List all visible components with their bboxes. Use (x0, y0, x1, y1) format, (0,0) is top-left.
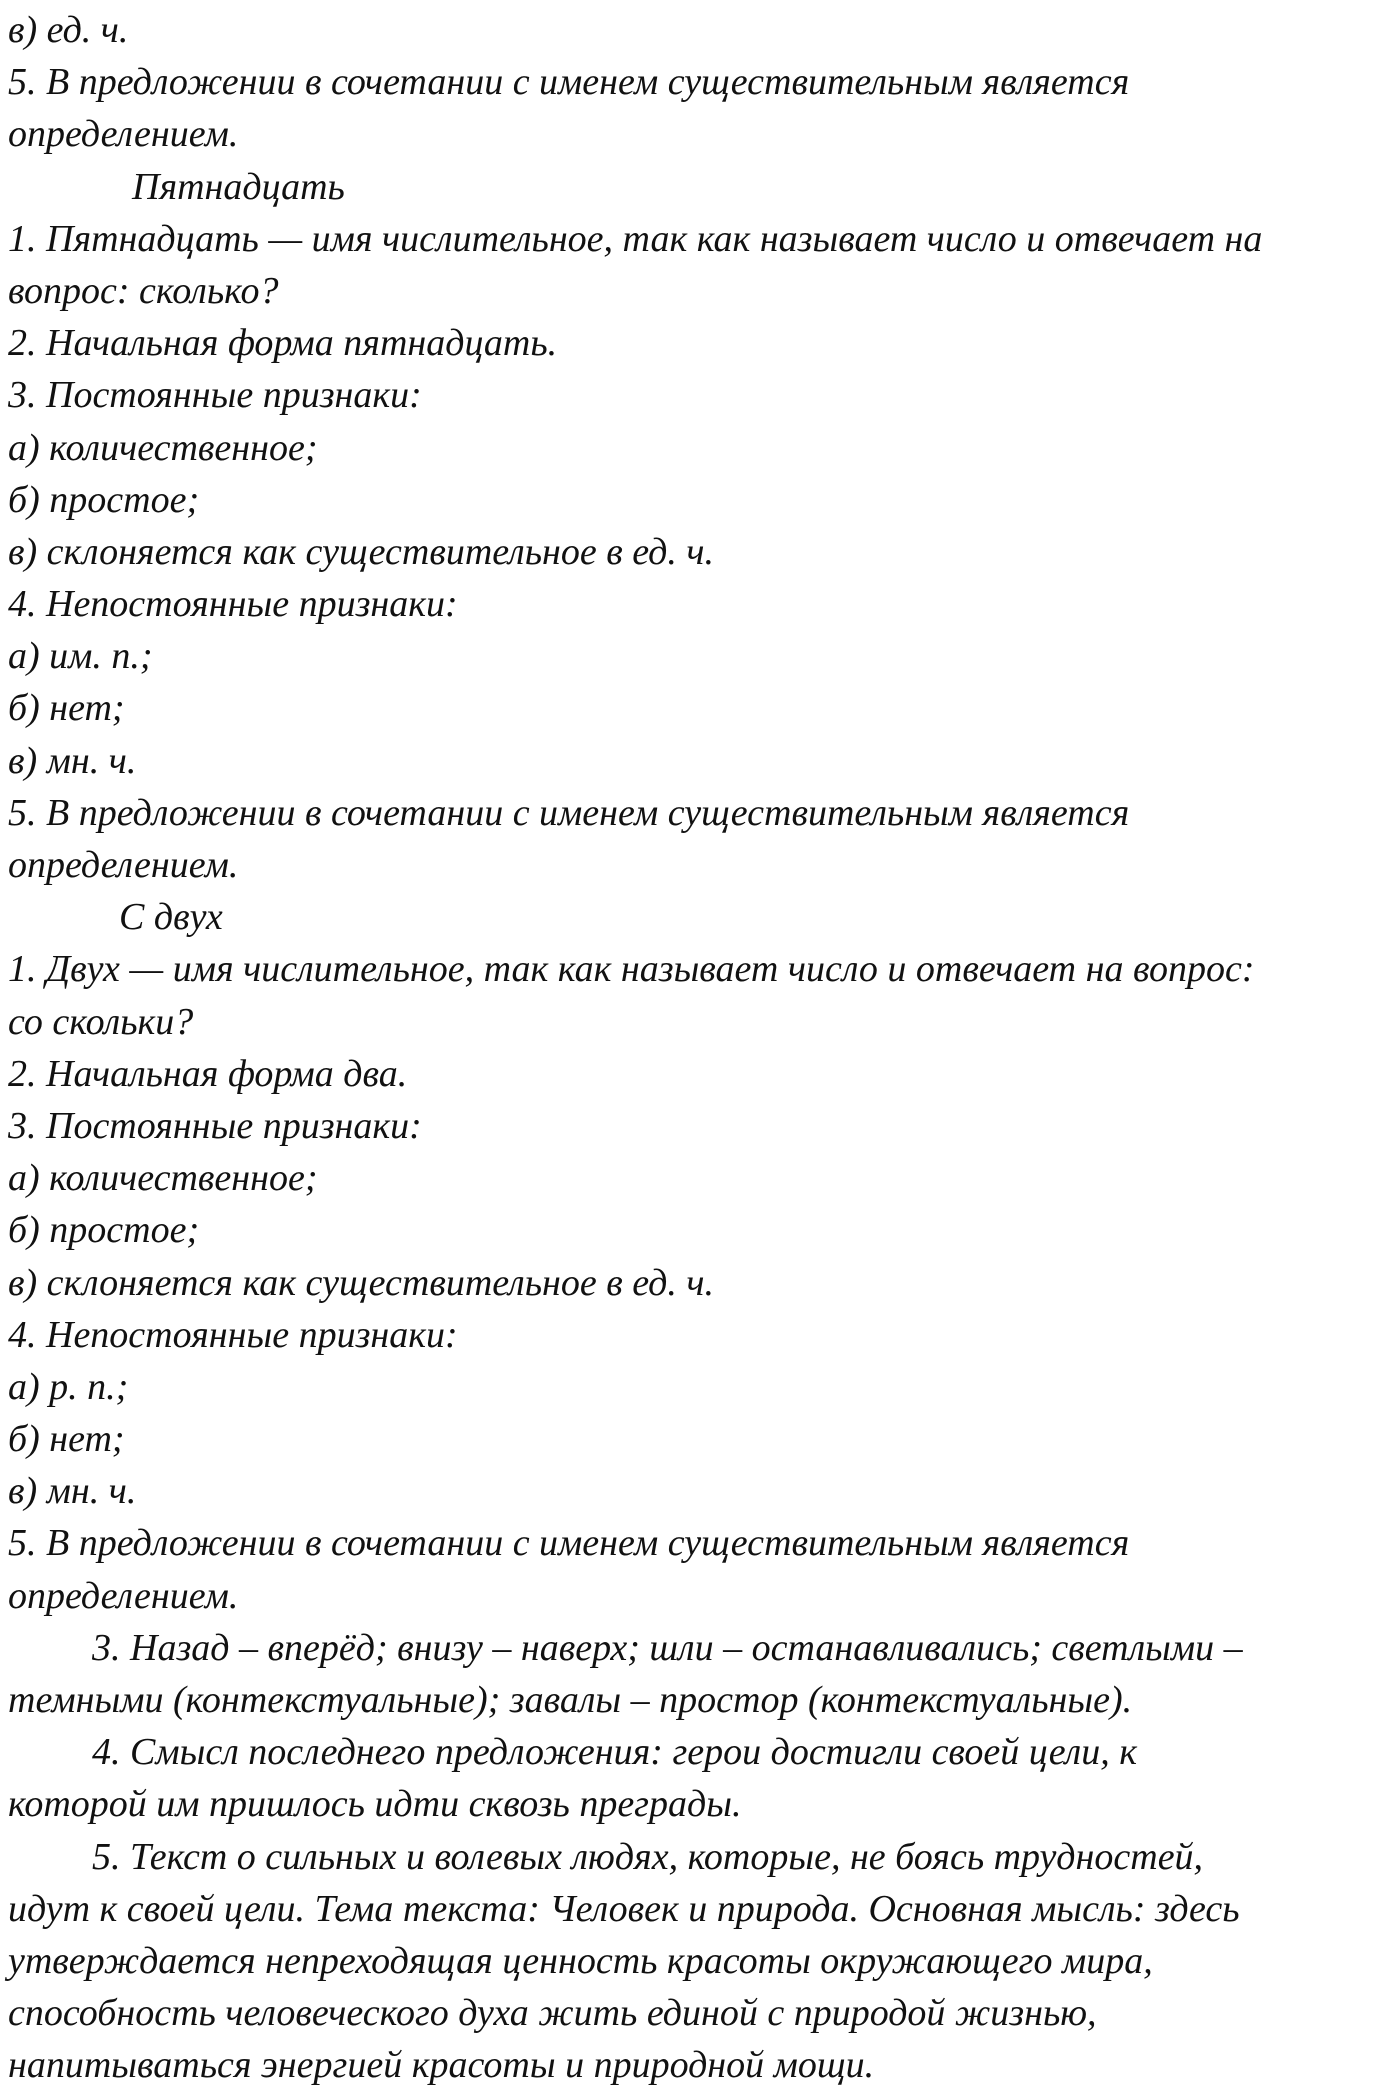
text-line: б) нет; (8, 687, 125, 730)
text-line: 5. В предложении в сочетании с именем существительным является (8, 1522, 1130, 1565)
text-line: б) простое; (8, 478, 200, 521)
text-line: 1. Пятнадцать — имя числительное, так как называет число и отвечает на (8, 217, 1263, 260)
text-line: которой им пришлось идти сквозь преграды. (8, 1783, 742, 1826)
text-line: а) р. п.; (8, 1365, 129, 1408)
text-line: в) мн. ч. (8, 1470, 137, 1513)
document-page (8, 4, 1392, 2092)
text-line: в) склоняется как существительное в ед. ч. (8, 1261, 715, 1304)
text-line: определением. (8, 844, 239, 886)
text-line: определением. (8, 1574, 239, 1617)
text-line: утверждается непреходящая ценность красоты окружающего мира, (8, 1939, 1153, 1982)
section-heading: С двух (119, 896, 223, 939)
text-line: темными (контекстуальные); завалы – простор (контекстуальные). (8, 1679, 1133, 1721)
text-line: способность человеческого духа жить единой с природой жизнью, (8, 1992, 1097, 2035)
text-line: в) ед. ч. (8, 9, 129, 51)
text-line: а) количественное; (8, 1157, 318, 1200)
text-line: определением. (8, 113, 239, 156)
text-line: в) мн. ч. (8, 739, 137, 782)
text-line: 4. Непостоянные признаки: (8, 1313, 458, 1356)
text-line: вопрос: сколько? (8, 269, 279, 312)
section-heading: Пятнадцать (132, 165, 345, 208)
text-line: 2. Начальная форма два. (8, 1052, 408, 1095)
paragraph-start: 4. Смысл последнего предложения: герои достигли своей цели, к (92, 1731, 1137, 1774)
paragraph-start: 3. Назад – вперёд; внизу – наверх; шли – останавливались; светлыми – (92, 1626, 1243, 1669)
paragraph-start: 5. Текст о сильных и волевых людях, которые, не боясь трудностей, (92, 1835, 1204, 1878)
text-line: 3. Постоянные признаки: (8, 374, 422, 417)
text-line: 3. Постоянные признаки: (8, 1104, 422, 1147)
text-line: со скольки? (8, 1000, 194, 1043)
text-line: в) склоняется как существительное в ед. ч. (8, 530, 715, 573)
text-line: напитываться энергией красоты и природной мощи. (8, 2044, 875, 2087)
text-line: б) простое; (8, 1209, 200, 1252)
text-line: 5. В предложении в сочетании с именем существительным является (8, 791, 1130, 834)
text-line: а) количественное; (8, 426, 318, 469)
text-line: 5. В предложении в сочетании с именем существительным является (8, 61, 1130, 104)
text-line: 1. Двух — имя числительное, так как называет число и отвечает на вопрос: (8, 948, 1255, 991)
text-line: 4. Непостоянные признаки: (8, 583, 458, 626)
text-line: а) им. п.; (8, 635, 153, 678)
text-line: 2. Начальная форма пятнадцать. (8, 322, 558, 365)
text-line: идут к своей цели. Тема текста: Человек и природа. Основная мысль: здесь (8, 1887, 1240, 1930)
text-line: б) нет; (8, 1418, 125, 1461)
